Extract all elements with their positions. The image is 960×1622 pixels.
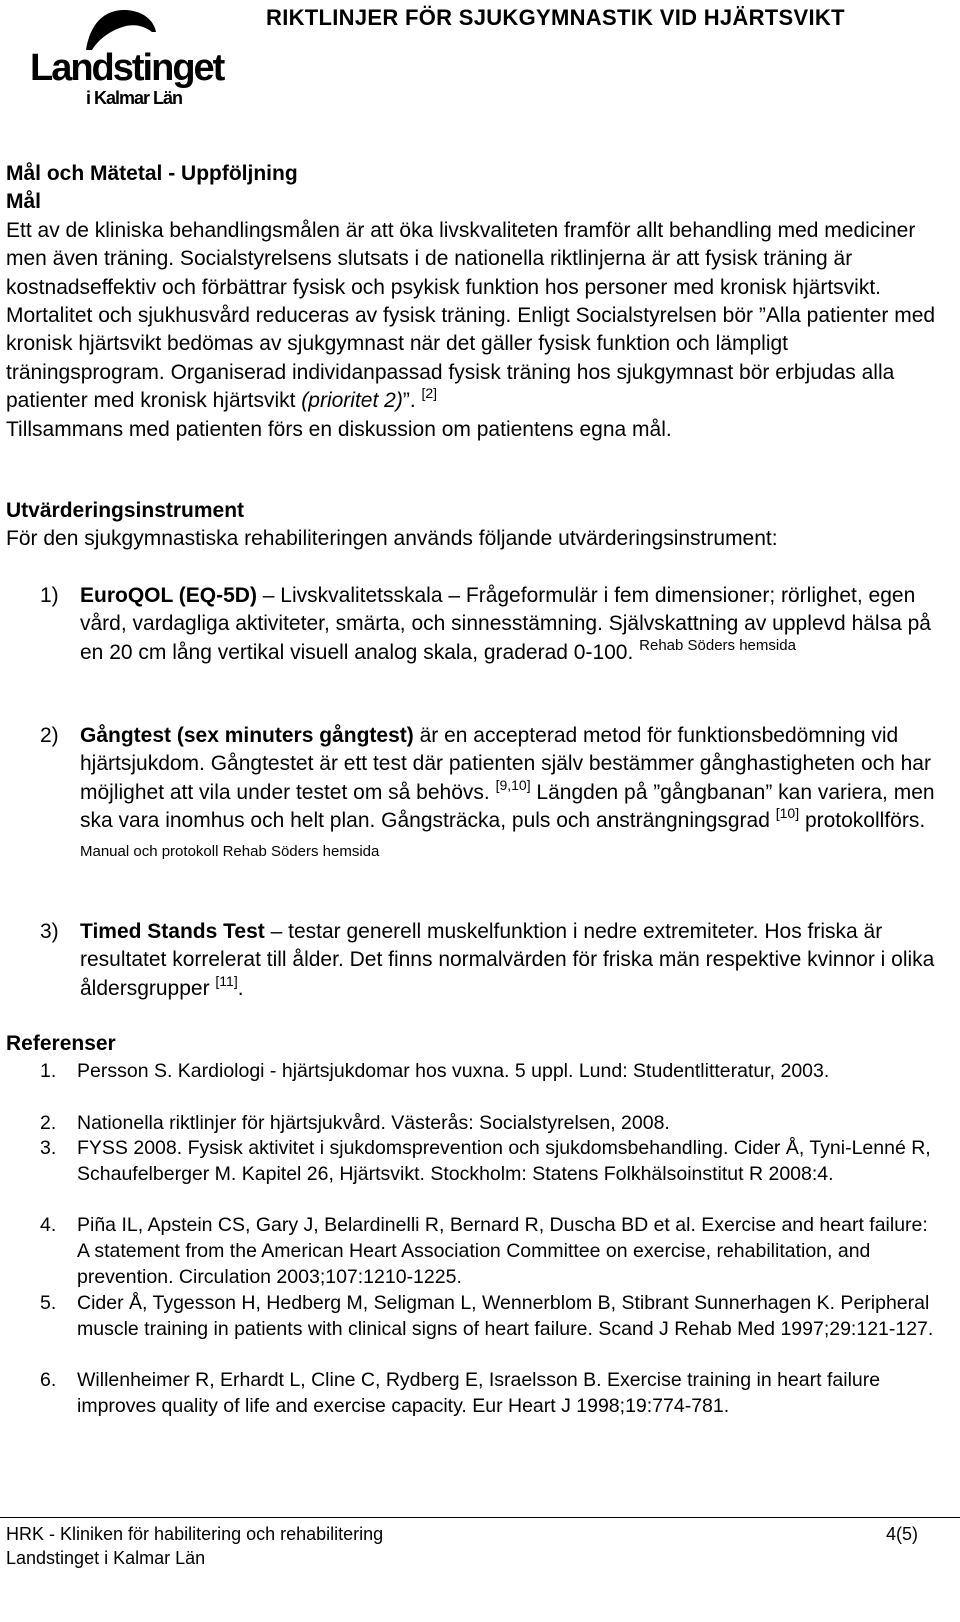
footer-divider: [0, 1517, 960, 1518]
instruments-intro: För den sjukgymnastiska rehabiliteringen används följande utvärderingsinstrument:: [6, 527, 778, 551]
item-text: EuroQOL (EQ-5D) – Livskvalitetsskala – Frågeformulär i fem dimensioner; rörlighet, egen vård, vardagliga aktiviteter, smärta, och sinnesstämning. Självskattning av upplevd hälsa på en 20 cm lång vertikal visuell analog skala, graderad 0-100. $^{Rehab Söders hemsida}$: [80, 584, 931, 664]
source-note: Manual och protokoll Rehab Söders hemsida: [80, 842, 380, 860]
citation: [2]: [421, 385, 438, 402]
item-number: 3): [40, 920, 59, 943]
section-instruments: [6, 497, 946, 554]
footer-organization: HRK - Kliniken för habilitering och rehabilitering Landstinget i Kalmar Län: [6, 1524, 384, 1568]
goals-paragraph: Ett av de kliniska behandlingsmålen är att öka livskvaliteten framför allt behandling med mediciner men även träning. Socialstyrelsens slutsats i de nationella riktlinjerna är att fysisk träning är kostnadseffektiv och förbättrar fysisk och psykisk funktion hos personer med kronisk hjärtsvikt. Mortalitet och sjukhusvård reduceras av fysisk träning. Enligt Socialstyrelsen bör ”Alla patienter med kronisk hjärtsvikt bedömas av sjukgymnast när det gäller fysisk funktion och lämpligt träningsprogram. Organiserad individanpassad fysisk träning hos sjukgymnast bör erbjudas alla patienter med kronisk hjärtsvikt (prioritet 2)”. [2]: [6, 218, 936, 413]
item-number: 2): [40, 724, 59, 747]
logo-wordmark: Landstinget: [30, 47, 224, 89]
citation: [9,10]: [495, 776, 531, 793]
subheading-goal: Mål: [6, 190, 42, 214]
item-text: Timed Stands Test – testar generell muskelfunktion i nedre extremiteter. Hos friska är resultatet korrelerat till ålder. Det finns normalvärden för friska män respektive kvinnor i olika åldersgrupper [11].: [80, 920, 935, 1000]
page-number: 4(5): [886, 1524, 919, 1544]
document-page: Landstinget i Kalmar Län RIKTLINJER FÖR SJUKGYMNASTIK VID HJÄRTSVIKT Mål och Mätetal - Uppföljning Mål Ett av de kliniska behandlingsmålen är att öka livskvaliteten framför allt behandling med mediciner men även träning. Socialstyrelsens slutsats i de nationella riktlinjerna är att fysisk träning är kostnadseffektiv och förbättrar fysisk och psykisk funktion hos personer med kronisk hjärtsvikt. Mortalitet och sjukhusvård reduceras av fysisk träning. Enligt Socialstyrelsen bör ”Alla patienter med kronisk hjärtsvikt bedömas av sjukgymnast när det gäller fysisk funktion och lämpligt träningsprogram. Organiserad individanpassad fysisk träning hos sjukgymnast bör erbjudas alla patienter med kronisk hjärtsvikt (prioritet 2)”. [2] Tillsammans med patienten förs en diskussion om patientens egna mål. Utvärderingsinstrument För den sjukgymnastiska rehabiliteringen används följande utvärderingsinstrument: 1) EuroQOL (EQ-5D) – Livskvalitetsskala – Frågeformulär i fem dimensioner; rörlighet, egen vård, vardagliga aktiviteter, smärta, och sinnesstämning. Självskattning av upplevd hälsa på en 20 cm lång vertikal visuell analog skala, graderad 0-100. $^{Rehab Söders hemsida}$ 2) Gångtest (sex minuters gångtest) är en accepterad metod för funktionsbedömning vid hjärtsjukdom. Gångtestet är ett test där patienten själv bestämmer gånghastigheten och har möjlighet att vila under testet om så behövs. [9,10] Längden på ”gångbanan” kan variera, men ska vara inomhus och helt plan. Gångsträcka, puls och ansträngningsgrad [10] protokollförs. Manual och protokoll Rehab Söders hemsida 3) Timed Stands Test – testar generell muskelfunktion i nedre extremiteter. Hos friska är resultatet korrelerat till ålder. Det finns normalvärden för friska män respektive kvinnor i olika åldersgrupper [11]. Referenser 1. Persson S. Kardiologi - hjärtsjukdomar hos vuxna. 5 uppl. Lund: Studentlitteratur, 2003. 2. Nationella riktlinjer för hjärtsjukvård. Västerås: Socialstyrelsen, 2008. 3. FYSS 2008. Fysisk aktivitet i sjukdomsprevention och sjukdomsbehandling. Cider Å, Tyni-Lenné R, Schaufelberger M. Kapitel 26, Hjärtsvikt. Stockholm: Statens Folkhälsoinstitut R 2008:4. 4. Piña IL, Apstein CS, Gary J, Belardinelli R, Bernard R, Duscha BD et al. Exercise and heart failure: A statement from the American Heart Association Committee on exercise, rehabilitation, and prevention. Circulation 2003;107:1210-1225. 5. Cider Å, Tygesson H, Hedberg M, Seligman L, Wennerblom B, Stibrant Sunnerhagen K. Peripheral muscle training in patients with clinical signs of heart failure. Scand J Rehab Med 1997;29:121-127. 6. Willenheimer R, Erhardt L, Cline C, Rydberg E, Israelsson B. Exercise training in heart failure improves quality of life and exercise capacity. Eur Heart J 1998;19:774-781. HRK - Kliniken för habilitering och rehabilitering Landstinget i Kalmar Län 4(5): [0, 0, 960, 1622]
references-heading: Referenser: [6, 1032, 116, 1055]
section-goals: [6, 160, 946, 444]
section-heading: Mål och Mätetal - Uppföljning: [6, 162, 298, 185]
logo-subtitle: i Kalmar Län: [86, 88, 183, 108]
landstinget-logo: [26, 4, 226, 114]
document-title: RIKTLINJER FÖR SJUKGYMNASTIK VID HJÄRTSVIKT: [266, 5, 845, 30]
item-number: 1): [40, 584, 59, 607]
citation: [10]: [775, 805, 800, 822]
item-text: Gångtest (sex minuters gångtest) är en accepterad metod för funktionsbedömning vid hjärtsjukdom. Gångtestet är ett test där patienten själv bestämmer gånghastigheten och har möjlighet att vila under testet om så behövs. [9,10] Längden på ”gångbanan” kan variera, men ska vara inomhus och helt plan. Gångsträcka, puls och ansträngningsgrad [10] protokollförs. Manual och protokoll Rehab Söders hemsida: [80, 724, 935, 860]
source-note: Rehab Söders hemsida: [639, 636, 796, 654]
citation: [11]: [215, 972, 238, 989]
goals-closing-line: Tillsammans med patienten förs en diskussion om patientens egna mål.: [6, 417, 672, 441]
section-heading: Utvärderingsinstrument: [6, 499, 245, 522]
